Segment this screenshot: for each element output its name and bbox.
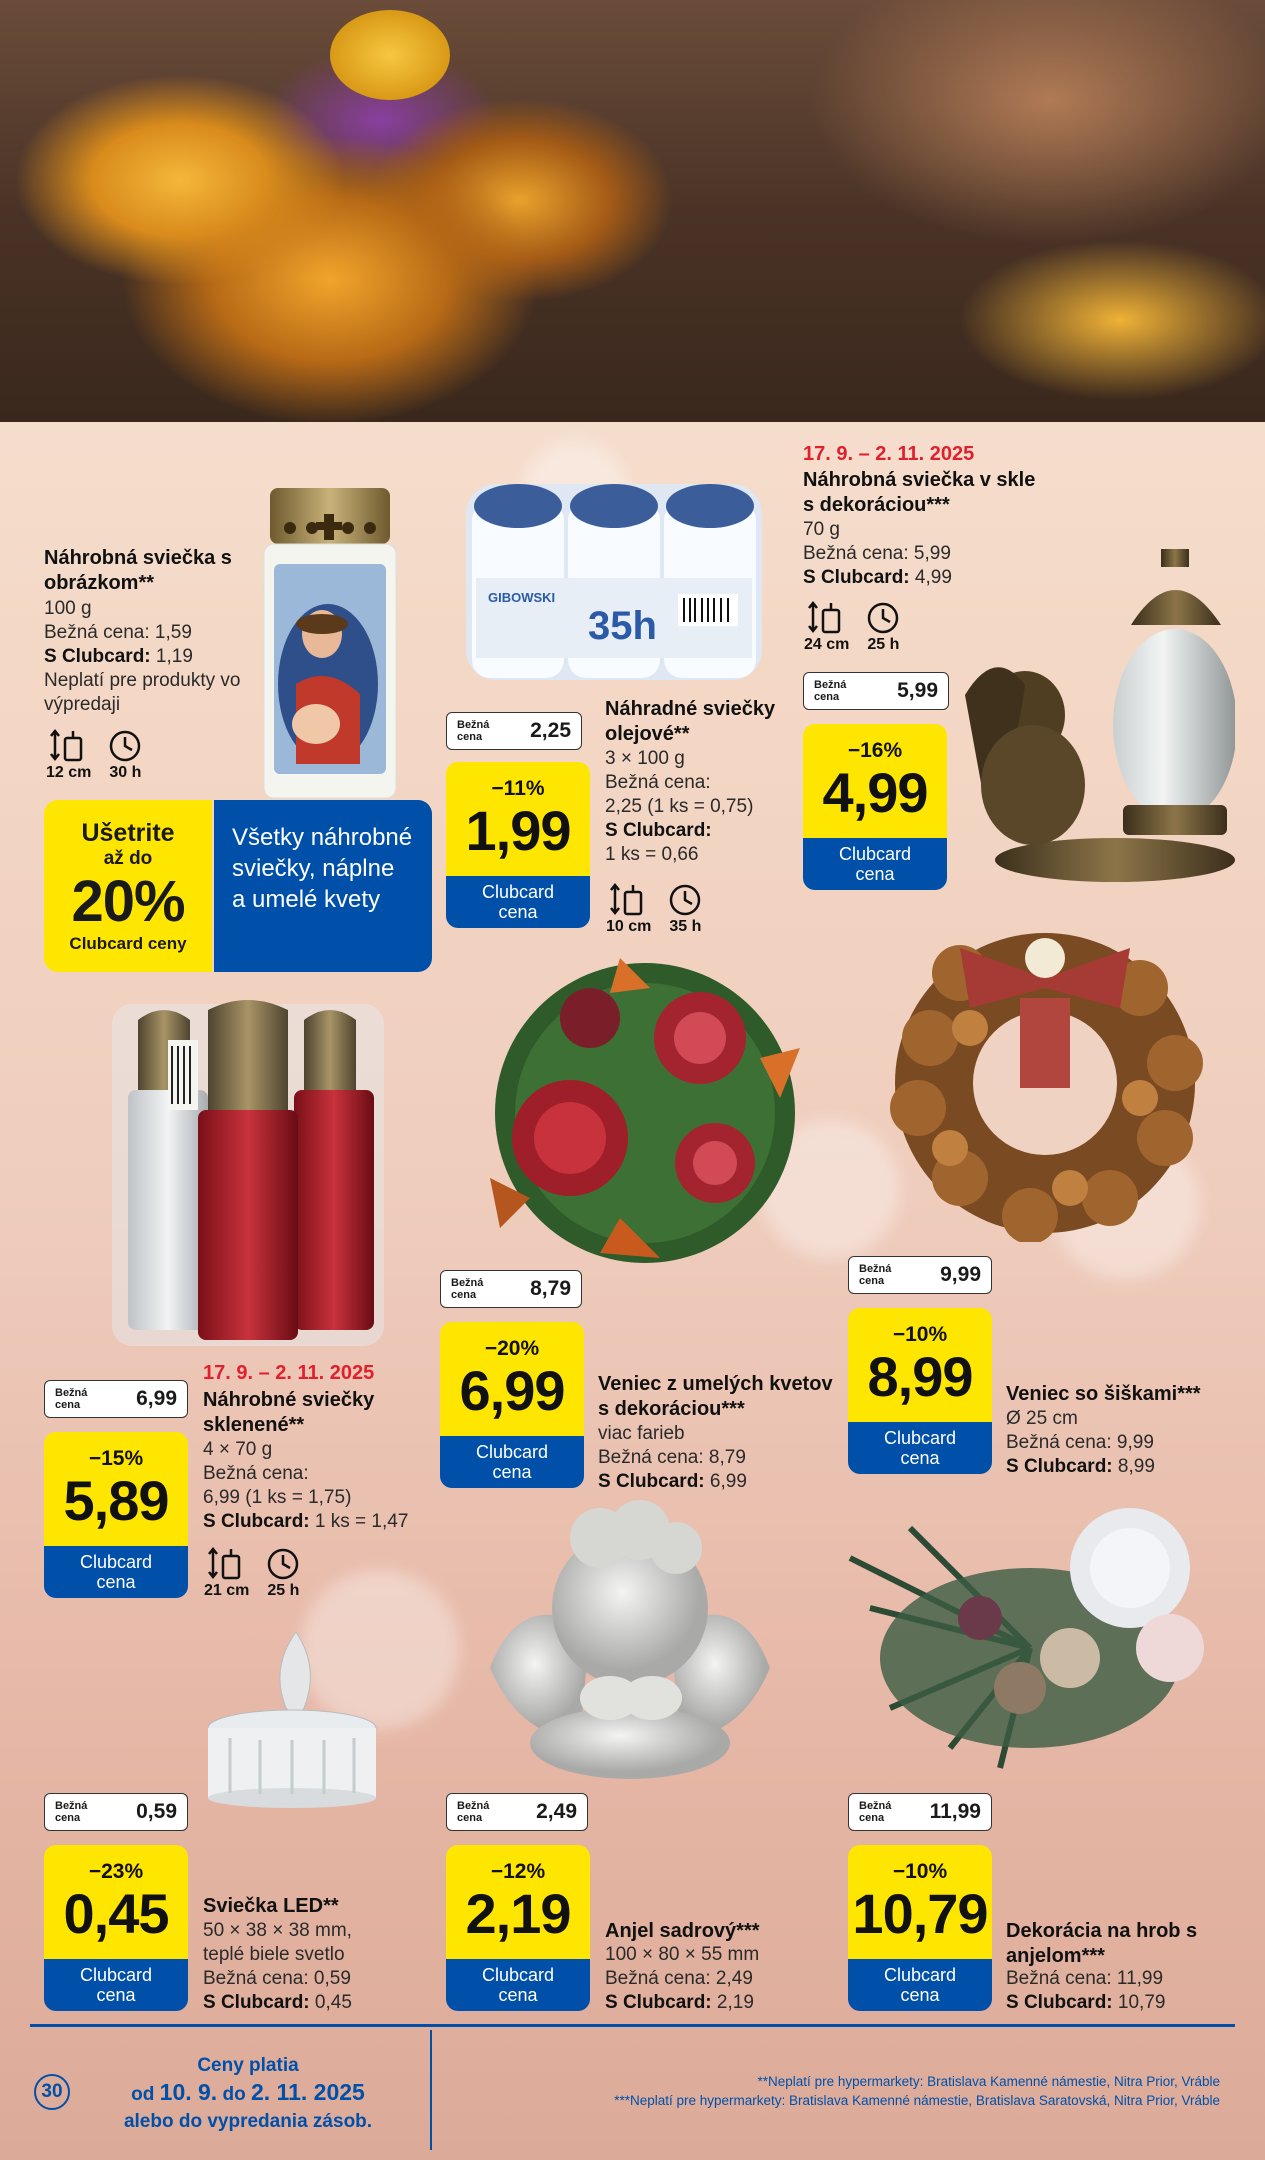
product-flower-wreath-picture — [470, 948, 820, 1278]
product-weight: 70 g — [803, 519, 840, 540]
regular-price-value: 6,99 (1 ks = 1,75) — [203, 1487, 352, 1508]
height-value: 21 cm — [204, 1582, 250, 1599]
up-to-label: až do — [103, 847, 153, 869]
clubcard-label: Clubcard — [475, 1442, 549, 1462]
price-label: cena — [498, 1985, 538, 2005]
clock-icon — [665, 882, 705, 918]
product-specs — [46, 728, 145, 782]
regular-price-label: Bežná cena — [451, 1277, 484, 1301]
product-pinecone-wreath-picture — [870, 918, 1220, 1242]
regular-price-value: 2,25 — [530, 719, 571, 742]
product-weight: 50 × 38 × 38 mm, teplé biele svetlo — [203, 1920, 352, 1965]
discount-percent: −23% — [88, 1860, 144, 1883]
discount-percent: −15% — [88, 1447, 144, 1470]
clubcard-price-card — [848, 1308, 992, 1474]
regular-price-label: Bežná cena — [859, 1263, 892, 1287]
clubcard-price-card — [440, 1322, 584, 1488]
club-price-label: S Clubcard: — [605, 820, 712, 841]
clubcard-label: Clubcard — [79, 1965, 153, 1985]
regular-price-value: 11,99 — [929, 1800, 981, 1823]
club-price-line: S Clubcard: 8,99 — [1006, 1456, 1155, 1477]
regular-price-label: Bežná cena — [457, 1800, 490, 1824]
save-label: Ušetrite — [81, 818, 175, 847]
page-number: 30 — [34, 2074, 70, 2110]
hero-image — [0, 0, 1265, 422]
clock-icon — [863, 600, 903, 636]
brand-label: GIBOWSKI — [488, 590, 556, 605]
clubcard-price-card — [446, 1845, 590, 2011]
regular-price-box — [446, 712, 582, 750]
price-label: cena — [855, 864, 895, 884]
footnote-triple-star: ***Neplatí pre hypermarkety: Bratislava Kamenné námestie, Bratislava Saratovská, Nitra Prior, Vráble — [614, 2093, 1220, 2108]
regular-price-line: Bežná cena: 11,99 — [1006, 1968, 1164, 1989]
burn-spec — [105, 728, 145, 782]
clubcard-price-card — [848, 1845, 992, 2011]
product-weight: 100 g — [44, 598, 92, 619]
burn-spec — [263, 1546, 303, 1600]
discount-percent: −12% — [490, 1860, 546, 1883]
clubcard-label: Clubcard — [481, 1965, 555, 1985]
club-price: 1,99 — [465, 799, 571, 862]
footer-divider — [30, 2024, 1235, 2027]
validity-info — [108, 2054, 388, 2135]
product-title: Náhrobná sviečka v skle s dekoráciou*** — [803, 469, 1036, 516]
footer-notes — [440, 2072, 1220, 2110]
clubcard-price-card — [44, 1432, 188, 1598]
discount-percent: −20% — [484, 1337, 540, 1360]
regular-price-line: Bežná cena: 8,79 — [598, 1447, 746, 1468]
regular-price-value: 2,49 — [536, 1800, 577, 1823]
regular-price-line: Bežná cena: 9,99 — [1006, 1432, 1154, 1453]
product-title: Náhradné sviečky olejové** — [605, 698, 776, 745]
club-price: 2,19 — [465, 1882, 571, 1945]
clubcard-price-card — [44, 1845, 188, 2011]
validity-line3: alebo do vypredania zásob. — [123, 2111, 373, 2132]
club-prices-label: Clubcard ceny — [69, 933, 187, 953]
club-price-line: S Clubcard: 10,79 — [1006, 1992, 1166, 2013]
product-refill-candles-picture — [458, 474, 770, 684]
regular-price-line: Bežná cena: 0,59 — [203, 1968, 351, 1989]
product-plaster-angel-picture — [480, 1498, 780, 1783]
height-value: 24 cm — [804, 636, 850, 653]
club-price: 5,89 — [63, 1469, 169, 1532]
height-value: 12 cm — [46, 764, 92, 781]
footnote-double-star: **Neplatí pre hypermarkety: Bratislava Kamenné námestie, Nitra Prior, Vráble — [757, 2074, 1220, 2089]
product-title: Náhrobná sviečka s obrázkom** — [44, 547, 232, 594]
discount-percent: −11% — [491, 777, 545, 800]
club-price-line: S Clubcard: 4,99 — [803, 567, 952, 588]
price-label: cena — [96, 1985, 136, 2005]
club-price-line: S Clubcard: 1 ks = 1,47 — [203, 1511, 409, 1532]
regular-price-box — [803, 672, 949, 710]
regular-price-box — [440, 1270, 582, 1308]
club-price-line: S Clubcard: 1,19 — [44, 646, 193, 667]
club-price: 6,99 — [459, 1359, 565, 1422]
burn-value: 25 h — [867, 636, 900, 653]
clubcard-price-card — [446, 762, 590, 928]
product-title: Náhrobné sviečky sklenené** — [203, 1389, 375, 1436]
regular-price-value: 6,99 — [136, 1387, 177, 1410]
club-price-line: S Clubcard: 0,45 — [203, 1992, 352, 2013]
club-price: 4,99 — [822, 761, 928, 824]
height-value: 10 cm — [606, 918, 652, 935]
clubcard-label: Clubcard — [481, 882, 555, 902]
club-price: 8,99 — [867, 1345, 973, 1408]
candle-height-icon — [207, 1546, 247, 1582]
burn-value: 25 h — [267, 1582, 300, 1599]
autumn-leaf — [330, 10, 450, 100]
product-title: Sviečka LED** — [203, 1895, 339, 1917]
price-label: cena — [96, 1572, 136, 1592]
product-grave-candle-picture — [256, 484, 404, 802]
savings-percent: 20% — [71, 868, 185, 934]
regular-price-line: Bežná cena: 5,99 — [803, 543, 951, 564]
discount-percent: −10% — [892, 1860, 948, 1883]
clubcard-label: Clubcard — [883, 1965, 957, 1985]
product-specs — [804, 600, 903, 654]
savings-badge — [44, 800, 212, 972]
price-label: cena — [900, 1448, 940, 1468]
price-label: cena — [900, 1985, 940, 2005]
candle-height-icon — [609, 882, 649, 918]
regular-price-value: 8,79 — [530, 1277, 571, 1300]
height-spec — [606, 882, 651, 936]
promo-text-box: Všetky náhrobné sviečky, náplne a umelé kvety — [214, 800, 432, 972]
regular-price-label: Bežná cena — [55, 1800, 88, 1824]
product-weight: viac farieb — [598, 1423, 685, 1444]
regular-price-value: 9,99 — [940, 1263, 981, 1286]
regular-price-label: Bežná cena: — [203, 1463, 309, 1484]
regular-price-label: Bežná cena: — [605, 772, 711, 793]
product-specs — [204, 1546, 303, 1600]
club-price-value: 1 ks = 0,66 — [605, 844, 699, 865]
validity-date: 17. 9. – 2. 11. 2025 — [203, 1362, 375, 1384]
regular-price-label: Bežná cena — [814, 679, 847, 703]
product-specs — [606, 882, 705, 936]
regular-price-value: 5,99 — [897, 679, 938, 702]
product-note: Neplatí pre produkty vo výpredaji — [44, 670, 241, 715]
club-price: 10,79 — [852, 1882, 988, 1945]
validity-dates: od 10. 9. do 2. 11. 2025 — [131, 2079, 365, 2105]
height-spec — [46, 728, 91, 782]
regular-price-line: Bežná cena: 2,49 — [605, 1968, 753, 1989]
candle-height-icon — [807, 600, 847, 636]
height-spec — [204, 1546, 249, 1600]
regular-price-value: 0,59 — [136, 1800, 177, 1823]
burn-spec — [863, 600, 903, 654]
burn-spec — [665, 882, 705, 936]
product-weight: 3 × 100 g — [605, 748, 685, 769]
validity-date: 17. 9. – 2. 11. 2025 — [803, 443, 975, 465]
product-title: Veniec so šiškami*** — [1006, 1383, 1201, 1405]
clubcard-price-card — [803, 724, 947, 890]
product-led-candle-picture — [200, 1628, 380, 1808]
clock-icon — [263, 1546, 303, 1582]
regular-price-box — [848, 1256, 992, 1294]
regular-price-label: Bežná cena — [859, 1800, 892, 1824]
regular-price-box — [44, 1793, 188, 1831]
product-title: Veniec z umelých kvetov s dekoráciou*** — [598, 1373, 833, 1420]
footer-separator — [430, 2030, 432, 2150]
clock-icon — [105, 728, 145, 764]
price-label: cena — [492, 1462, 532, 1482]
regular-price-label: Bežná cena — [457, 719, 490, 743]
burn-value: 35 h — [669, 918, 702, 935]
regular-price-box — [446, 1793, 588, 1831]
clubcard-label: Clubcard — [79, 1552, 153, 1572]
candle-height-icon — [49, 728, 89, 764]
price-label: cena — [498, 902, 538, 922]
clubcard-label: Clubcard — [883, 1428, 957, 1448]
club-price: 0,45 — [63, 1882, 169, 1945]
regular-price-line: Bežná cena: 1,59 — [44, 622, 192, 643]
club-price-line: S Clubcard: 2,19 — [605, 1992, 754, 2013]
regular-price-label: Bežná cena — [55, 1387, 88, 1411]
validity-line1: Ceny platia — [197, 2055, 299, 2076]
regular-price-value: 2,25 (1 ks = 0,75) — [605, 796, 754, 817]
product-title: Anjel sadrový*** — [605, 1920, 760, 1942]
product-weight: Ø 25 cm — [1006, 1408, 1078, 1429]
club-price-line: S Clubcard: 6,99 — [598, 1471, 747, 1492]
product-glass-candle-angel-picture — [955, 545, 1235, 890]
discount-percent: −10% — [892, 1323, 948, 1346]
product-glass-candles-set-picture — [108, 1000, 388, 1350]
burn-value: 30 h — [109, 764, 142, 781]
clubcard-label: Clubcard — [838, 844, 912, 864]
regular-price-box — [848, 1793, 992, 1831]
regular-price-box — [44, 1380, 188, 1418]
product-title: Dekorácia na hrob s anjelom*** — [1006, 1920, 1198, 1967]
product-weight: 4 × 70 g — [203, 1439, 273, 1460]
product-weight: 100 × 80 × 55 mm — [605, 1944, 760, 1965]
hours-label: 35h — [588, 604, 657, 648]
product-grave-decoration-picture — [830, 1498, 1230, 1783]
height-spec — [804, 600, 849, 654]
discount-percent: −16% — [847, 739, 903, 762]
